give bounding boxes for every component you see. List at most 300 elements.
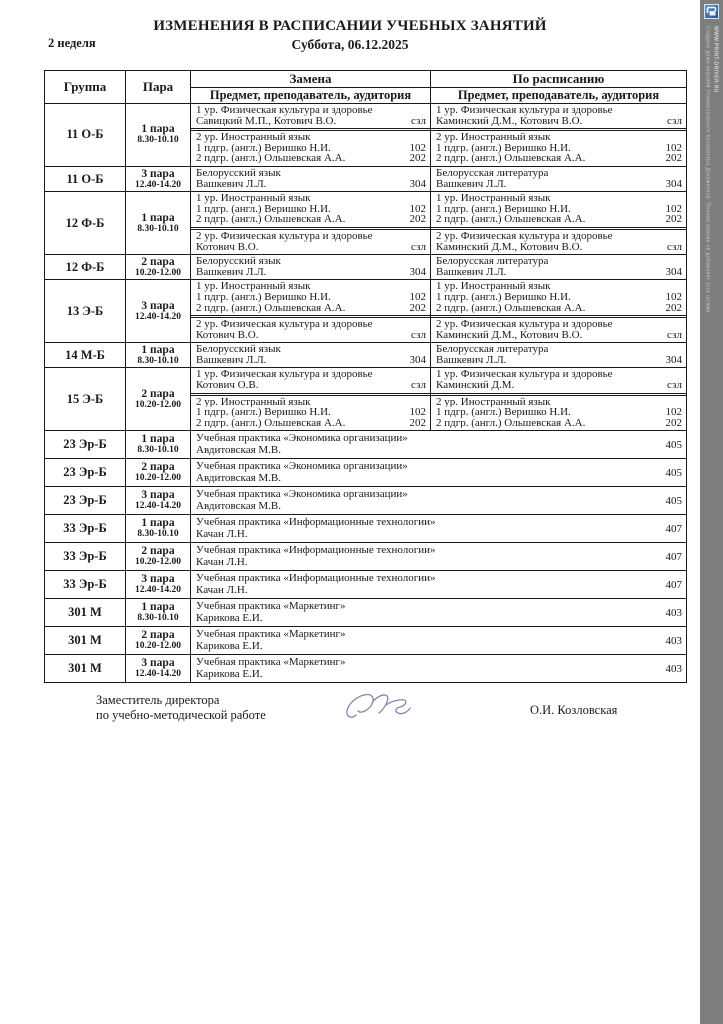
- lesson-block: [431, 227, 686, 254]
- practice-content: [191, 571, 686, 598]
- signer-position-line1: Заместитель директора: [96, 693, 220, 708]
- pair-label: 1 пара: [141, 433, 175, 446]
- lesson-block: [191, 343, 430, 367]
- room-number: 202: [665, 301, 682, 314]
- group-cell: 23 Эр-Б: [45, 459, 126, 487]
- lesson-line: [431, 369, 686, 380]
- lesson-block: [191, 227, 430, 254]
- practice-cell: [191, 655, 687, 683]
- lesson-block: [431, 315, 686, 342]
- group-cell: 13 Э-Б: [45, 280, 126, 343]
- room-number: 407: [665, 550, 682, 563]
- header-schedule-sub: Предмет, преподаватель, аудитория: [431, 88, 687, 104]
- room-number: 407: [665, 522, 682, 535]
- lesson-text: 2 пдгр. (англ.) Ольшевская А.А.: [436, 417, 586, 429]
- room-number: 202: [409, 416, 426, 429]
- lesson-line: [191, 193, 430, 204]
- table-row: [45, 192, 687, 255]
- room-number: 304: [409, 353, 426, 366]
- room-number: 407: [665, 578, 682, 591]
- pair-cell: [126, 192, 191, 255]
- group-cell: 11 О-Б: [45, 104, 126, 167]
- table-row: [45, 368, 687, 431]
- schedule-cell: [431, 280, 687, 343]
- pair-cell: [126, 280, 191, 343]
- lesson-text: 1 пдгр. (англ.) Веришко Н.И.: [196, 203, 331, 215]
- lesson-text: 1 ур. Физическая культура и здоровье: [196, 105, 373, 116]
- lesson-text: 2 ур. Физическая культура и здоровье: [196, 319, 373, 330]
- lesson-text: [196, 489, 408, 512]
- table-row: [45, 343, 687, 368]
- lesson-text: Каминский Д.М., Котович В.О.: [436, 115, 583, 127]
- lesson-text: 1 ур. Физическая культура и здоровье: [196, 369, 373, 381]
- signer-name: О.И. Козловская: [530, 703, 618, 718]
- lesson-block: [191, 192, 430, 227]
- room-number: [422, 105, 426, 116]
- table-row: [45, 280, 687, 343]
- lesson-text: Каминский Д.М., Котович В.О.: [436, 329, 583, 341]
- zamena-cell: [191, 192, 431, 255]
- table-row: [45, 255, 687, 280]
- lesson-text: [196, 573, 436, 596]
- lesson-line: [431, 292, 686, 303]
- lesson-line: [191, 281, 430, 292]
- pair-cell: [126, 543, 191, 571]
- lesson-line: [191, 330, 430, 341]
- pair-time: 8.30-10.10: [137, 223, 179, 234]
- lesson-text: 2 ур. Физическая культура и здоровье: [196, 230, 373, 242]
- table-header: [45, 71, 687, 104]
- lesson-text: 2 пдгр. (англ.) Ольшевская А.А.: [436, 153, 586, 164]
- lesson-line: [191, 319, 430, 330]
- schedule-cell: [431, 192, 687, 255]
- group-cell: 23 Эр-Б: [45, 487, 126, 515]
- room-number: 405: [665, 494, 682, 507]
- zamena-cell: [191, 280, 431, 343]
- lesson-line: [431, 193, 686, 204]
- room-number: 304: [665, 265, 682, 278]
- lesson-text: 2 ур. Физическая культура и здоровье: [436, 319, 613, 330]
- lesson-line: [431, 355, 686, 366]
- lesson-line: [191, 242, 430, 253]
- room-number: сзл: [667, 328, 682, 341]
- lesson-block: [431, 393, 686, 431]
- lesson-text: Белорусский язык: [196, 256, 281, 267]
- lesson-line: [431, 303, 686, 314]
- practice-content: [191, 543, 686, 570]
- lesson-line: [431, 281, 686, 292]
- table-row: [45, 571, 687, 599]
- pair-label: 1 пара: [141, 211, 175, 224]
- lesson-line: Учебная практика «Информационные технологии»: [196, 516, 436, 529]
- header-schedule: По расписанию: [431, 71, 687, 88]
- document-header: [0, 0, 700, 66]
- lesson-line: Карикова Е.И.: [196, 639, 263, 652]
- pair-time: 10.20-12.00: [135, 557, 181, 568]
- lesson-text: 2 пдгр. (англ.) Ольшевская А.А.: [196, 153, 346, 164]
- pair-time: 10.20-12.00: [135, 399, 181, 410]
- zamena-cell: [191, 368, 431, 431]
- lesson-text: 1 ур. Иностранный язык: [436, 193, 551, 204]
- lesson-line: [431, 143, 686, 154]
- room-number: 102: [665, 141, 682, 154]
- room-number: 202: [665, 152, 682, 165]
- lesson-line: [191, 204, 430, 215]
- lesson-text: Вашкевич Л.Л.: [436, 178, 507, 190]
- room-number: [678, 105, 682, 116]
- zamena-cell: [191, 104, 431, 167]
- schedule-table: [44, 70, 687, 683]
- lesson-text: Вашкевич Л.Л.: [196, 266, 267, 278]
- lesson-line: [191, 407, 430, 418]
- table-row: [45, 431, 687, 459]
- practice-cell: [191, 571, 687, 599]
- pair-cell: [126, 343, 191, 368]
- pair-label: 2 пара: [141, 461, 175, 474]
- practice-content: [191, 627, 686, 654]
- lesson-line: [431, 116, 686, 127]
- practice-cell: [191, 627, 687, 655]
- room-number: 202: [409, 301, 426, 314]
- room-number: 102: [665, 202, 682, 215]
- watermark-url: WWW.PRINT-DRIVER.RU: [712, 26, 719, 93]
- lesson-line: [431, 397, 686, 408]
- lesson-line: [431, 132, 686, 143]
- group-cell: 15 Э-Б: [45, 368, 126, 431]
- room-number: 405: [665, 438, 682, 451]
- room-number: 304: [409, 177, 426, 190]
- schedule-cell: [431, 343, 687, 368]
- lesson-text: 2 ур. Иностранный язык: [436, 396, 551, 408]
- lesson-line: [191, 369, 430, 380]
- pair-label: 2 пара: [141, 387, 175, 400]
- lesson-line: [431, 407, 686, 418]
- group-cell: 23 Эр-Б: [45, 431, 126, 459]
- lesson-line: [191, 179, 430, 190]
- lesson-line: [431, 179, 686, 190]
- table-row: [45, 487, 687, 515]
- lesson-line: [191, 355, 430, 366]
- lesson-block: [431, 167, 686, 191]
- table-row: [45, 166, 687, 191]
- lesson-line: Учебная практика «Информационные технологии»: [196, 572, 436, 585]
- lesson-text: 1 пдгр. (англ.) Веришко Н.И.: [196, 407, 331, 418]
- lesson-line: Авдитовская М.В.: [196, 499, 282, 512]
- date-line: Суббота, 06.12.2025: [291, 37, 409, 52]
- lesson-text: Каминский Д.М.: [436, 380, 515, 391]
- lesson-text: 1 ур. Иностранный язык: [196, 281, 311, 292]
- practice-content: [191, 515, 686, 542]
- lesson-line: [191, 418, 430, 429]
- room-number: 102: [409, 141, 426, 154]
- lesson-line: [191, 303, 430, 314]
- lesson-line: [431, 105, 686, 116]
- lesson-text: [196, 517, 436, 540]
- lesson-line: [191, 231, 430, 242]
- room-number: сзл: [411, 240, 426, 253]
- pair-time: 12.40-14.20: [135, 585, 181, 596]
- watermark-strip: [700, 0, 723, 1024]
- group-cell: 11 О-Б: [45, 166, 126, 191]
- room-number: сзл: [667, 114, 682, 127]
- lesson-block: [431, 343, 686, 367]
- lesson-text: Белорусская литература: [436, 256, 549, 267]
- header-pair: Пара: [126, 71, 191, 104]
- schedule-cell: [431, 255, 687, 280]
- table-row: [45, 459, 687, 487]
- lesson-text: [196, 657, 346, 680]
- lesson-text: 2 пдгр. (англ.) Ольшевская А.А.: [196, 417, 346, 429]
- room-number: [422, 168, 426, 179]
- lesson-line: Учебная практика «Маркетинг»: [196, 656, 346, 669]
- pair-time: 10.20-12.00: [135, 267, 181, 278]
- header-zamena-sub: Предмет, преподаватель, аудитория: [191, 88, 431, 104]
- room-number: 304: [665, 353, 682, 366]
- week-label: 2 неделя: [48, 36, 96, 50]
- lesson-text: 2 ур. Иностранный язык: [436, 132, 551, 143]
- practice-cell: [191, 431, 687, 459]
- pair-time: 8.30-10.10: [137, 529, 179, 540]
- room-number: сзл: [411, 328, 426, 341]
- room-number: сзл: [667, 379, 682, 392]
- lesson-block: [431, 368, 686, 392]
- lesson-text: 1 ур. Физическая культура и здоровье: [436, 369, 613, 381]
- lesson-line: [431, 231, 686, 242]
- table-row: [45, 655, 687, 683]
- lesson-line: Учебная практика «Экономика организации»: [196, 432, 408, 445]
- group-cell: 12 Ф-Б: [45, 192, 126, 255]
- lesson-line: [431, 256, 686, 267]
- lesson-text: Вашкевич Л.Л.: [436, 266, 507, 278]
- page-title: ИЗМЕНЕНИЯ В РАСПИСАНИИ УЧЕБНЫХ ЗАНЯТИЙ: [153, 18, 547, 34]
- pair-time: 8.30-10.10: [137, 445, 179, 456]
- lesson-line: [431, 344, 686, 355]
- lesson-line: Учебная практика «Экономика организации»: [196, 488, 408, 501]
- lesson-text: Котович В.О.: [196, 241, 259, 253]
- lesson-line: [431, 319, 686, 330]
- lesson-text: 1 пдгр. (англ.) Веришко Н.И.: [436, 142, 571, 154]
- lesson-line: Учебная практика «Информационные технологии»: [196, 544, 436, 557]
- watermark-message: Создано демо-версией Универсального Конвертера Документов. Полная версия не добавляет этот штамп.: [704, 26, 711, 315]
- room-number: 102: [665, 290, 682, 303]
- pair-label: 2 пара: [141, 629, 175, 642]
- lesson-block: [191, 167, 430, 191]
- lesson-text: Каминский Д.М., Котович В.О.: [436, 241, 583, 253]
- group-cell: 12 Ф-Б: [45, 255, 126, 280]
- practice-content: [191, 487, 686, 514]
- lesson-text: Котович О.В.: [196, 380, 259, 391]
- lesson-line: [431, 168, 686, 179]
- pair-label: 2 пара: [141, 255, 175, 268]
- practice-cell: [191, 515, 687, 543]
- lesson-line: [191, 116, 430, 127]
- pair-cell: [126, 166, 191, 191]
- table-row: [45, 515, 687, 543]
- lesson-text: 2 пдгр. (англ.) Ольшевская А.А.: [196, 214, 346, 225]
- room-number: [678, 231, 682, 242]
- lesson-text: [196, 545, 436, 568]
- lesson-block: [191, 104, 430, 128]
- pair-label: 3 пара: [141, 167, 175, 180]
- pair-cell: [126, 487, 191, 515]
- pair-label: 3 пара: [141, 299, 175, 312]
- pair-cell: [126, 515, 191, 543]
- room-number: 202: [409, 152, 426, 165]
- pair-time: 10.20-12.00: [135, 641, 181, 652]
- lesson-block: [191, 315, 430, 342]
- lesson-text: 2 пдгр. (англ.) Ольшевская А.А.: [196, 302, 346, 314]
- table-row: [45, 627, 687, 655]
- header-zamena: Замена: [191, 71, 431, 88]
- room-number: 102: [409, 202, 426, 215]
- practice-content: [191, 459, 686, 486]
- table-row: [45, 104, 687, 167]
- lesson-line: [191, 168, 430, 179]
- schedule-cell: [431, 166, 687, 191]
- room-number: 304: [409, 265, 426, 278]
- lesson-text: 1 ур. Иностранный язык: [196, 193, 311, 204]
- pair-cell: [126, 627, 191, 655]
- pair-label: 2 пара: [141, 545, 175, 558]
- zamena-cell: [191, 343, 431, 368]
- pair-time: 8.30-10.10: [137, 613, 179, 624]
- pair-cell: [126, 599, 191, 627]
- pair-cell: [126, 368, 191, 431]
- room-number: 202: [409, 213, 426, 226]
- group-cell: 14 М-Б: [45, 343, 126, 368]
- room-number: 304: [665, 177, 682, 190]
- lesson-line: [431, 242, 686, 253]
- pair-cell: [126, 255, 191, 280]
- table-row: [45, 543, 687, 571]
- lesson-text: [196, 461, 408, 484]
- lesson-block: [431, 128, 686, 166]
- lesson-text: 1 пдгр. (англ.) Веришко Н.И.: [196, 291, 331, 303]
- room-number: 102: [665, 406, 682, 419]
- lesson-text: Котович В.О.: [196, 329, 259, 341]
- room-number: 405: [665, 466, 682, 479]
- room-number: 202: [665, 213, 682, 226]
- signature-block: [44, 691, 686, 751]
- practice-cell: [191, 487, 687, 515]
- lesson-line: [191, 105, 430, 116]
- group-cell: 33 Эр-Б: [45, 571, 126, 599]
- room-number: 102: [409, 290, 426, 303]
- room-number: [422, 231, 426, 242]
- lesson-line: [191, 344, 430, 355]
- lesson-line: Учебная практика «Маркетинг»: [196, 600, 346, 613]
- lesson-line: Качан Л.Н.: [196, 527, 248, 540]
- pair-time: 12.40-14.20: [135, 311, 181, 322]
- lesson-text: 2 ур. Физическая культура и здоровье: [436, 230, 613, 242]
- pair-label: 1 пара: [141, 601, 175, 614]
- pair-label: 1 пара: [141, 123, 175, 136]
- watermark-text: [700, 26, 723, 314]
- room-number: [678, 168, 682, 179]
- lesson-text: 2 пдгр. (англ.) Ольшевская А.А.: [436, 214, 586, 225]
- lesson-text: 1 пдгр. (англ.) Веришко Н.И.: [436, 407, 571, 418]
- lesson-line: [431, 418, 686, 429]
- room-number: 403: [665, 634, 682, 647]
- lesson-text: Вашкевич Л.Л.: [436, 354, 507, 366]
- practice-cell: [191, 599, 687, 627]
- signer-position-line2: по учебно-методической работе: [96, 708, 266, 723]
- lesson-line: [191, 380, 430, 391]
- header-group: Группа: [45, 71, 126, 104]
- practice-cell: [191, 459, 687, 487]
- lesson-text: 1 пдгр. (англ.) Веришко Н.И.: [436, 291, 571, 303]
- lesson-text: 2 пдгр. (англ.) Ольшевская А.А.: [436, 302, 586, 314]
- lesson-block: [431, 280, 686, 315]
- schedule-cell: [431, 104, 687, 167]
- lesson-line: Карикова Е.И.: [196, 611, 263, 624]
- lesson-text: 1 ур. Иностранный язык: [436, 281, 551, 292]
- lesson-block: [431, 104, 686, 128]
- schedule-cell: [431, 368, 687, 431]
- pair-label: 1 пара: [141, 517, 175, 530]
- pair-label: 3 пара: [141, 657, 175, 670]
- lesson-text: Белорусская литература: [436, 344, 549, 355]
- pair-time: 10.20-12.00: [135, 473, 181, 484]
- lesson-line: [191, 256, 430, 267]
- group-cell: 301 М: [45, 655, 126, 683]
- signer-position: [96, 693, 266, 723]
- pair-cell: [126, 571, 191, 599]
- table-row: [45, 599, 687, 627]
- lesson-line: [431, 330, 686, 341]
- lesson-text: [196, 433, 408, 456]
- lesson-line: [191, 143, 430, 154]
- lesson-text: 2 ур. Иностранный язык: [196, 132, 311, 143]
- practice-content: [191, 655, 686, 682]
- lesson-line: [191, 397, 430, 408]
- lesson-block: [191, 368, 430, 392]
- lesson-text: [196, 629, 346, 652]
- lesson-text: 1 пдгр. (англ.) Веришко Н.И.: [436, 203, 571, 215]
- lesson-text: Вашкевич Л.Л.: [196, 178, 267, 190]
- lesson-line: [191, 153, 430, 164]
- group-cell: 33 Эр-Б: [45, 543, 126, 571]
- lesson-block: [191, 128, 430, 166]
- room-number: сзл: [411, 379, 426, 392]
- lesson-line: Качан Л.Н.: [196, 583, 248, 596]
- practice-content: [191, 599, 686, 626]
- pair-cell: [126, 655, 191, 683]
- pair-cell: [126, 104, 191, 167]
- lesson-line: [191, 267, 430, 278]
- lesson-line: [191, 292, 430, 303]
- lesson-text: [196, 601, 346, 624]
- lesson-line: Учебная практика «Маркетинг»: [196, 628, 346, 641]
- lesson-text: 1 ур. Физическая культура и здоровье: [436, 105, 613, 116]
- zamena-cell: [191, 255, 431, 280]
- lesson-block: [191, 393, 430, 431]
- lesson-line: [431, 153, 686, 164]
- lesson-text: Белорусская литература: [436, 167, 549, 179]
- pair-time: 8.30-10.10: [137, 135, 179, 146]
- zamena-cell: [191, 166, 431, 191]
- group-cell: 301 М: [45, 599, 126, 627]
- room-number: 202: [665, 416, 682, 429]
- pair-time: 12.40-14.20: [135, 501, 181, 512]
- lesson-text: 1 пдгр. (англ.) Веришко Н.И.: [196, 142, 331, 154]
- lesson-line: [431, 267, 686, 278]
- lesson-block: [431, 192, 686, 227]
- lesson-line: Качан Л.Н.: [196, 555, 248, 568]
- lesson-block: [431, 255, 686, 279]
- group-cell: 33 Эр-Б: [45, 515, 126, 543]
- lesson-line: Авдитовская М.В.: [196, 443, 282, 456]
